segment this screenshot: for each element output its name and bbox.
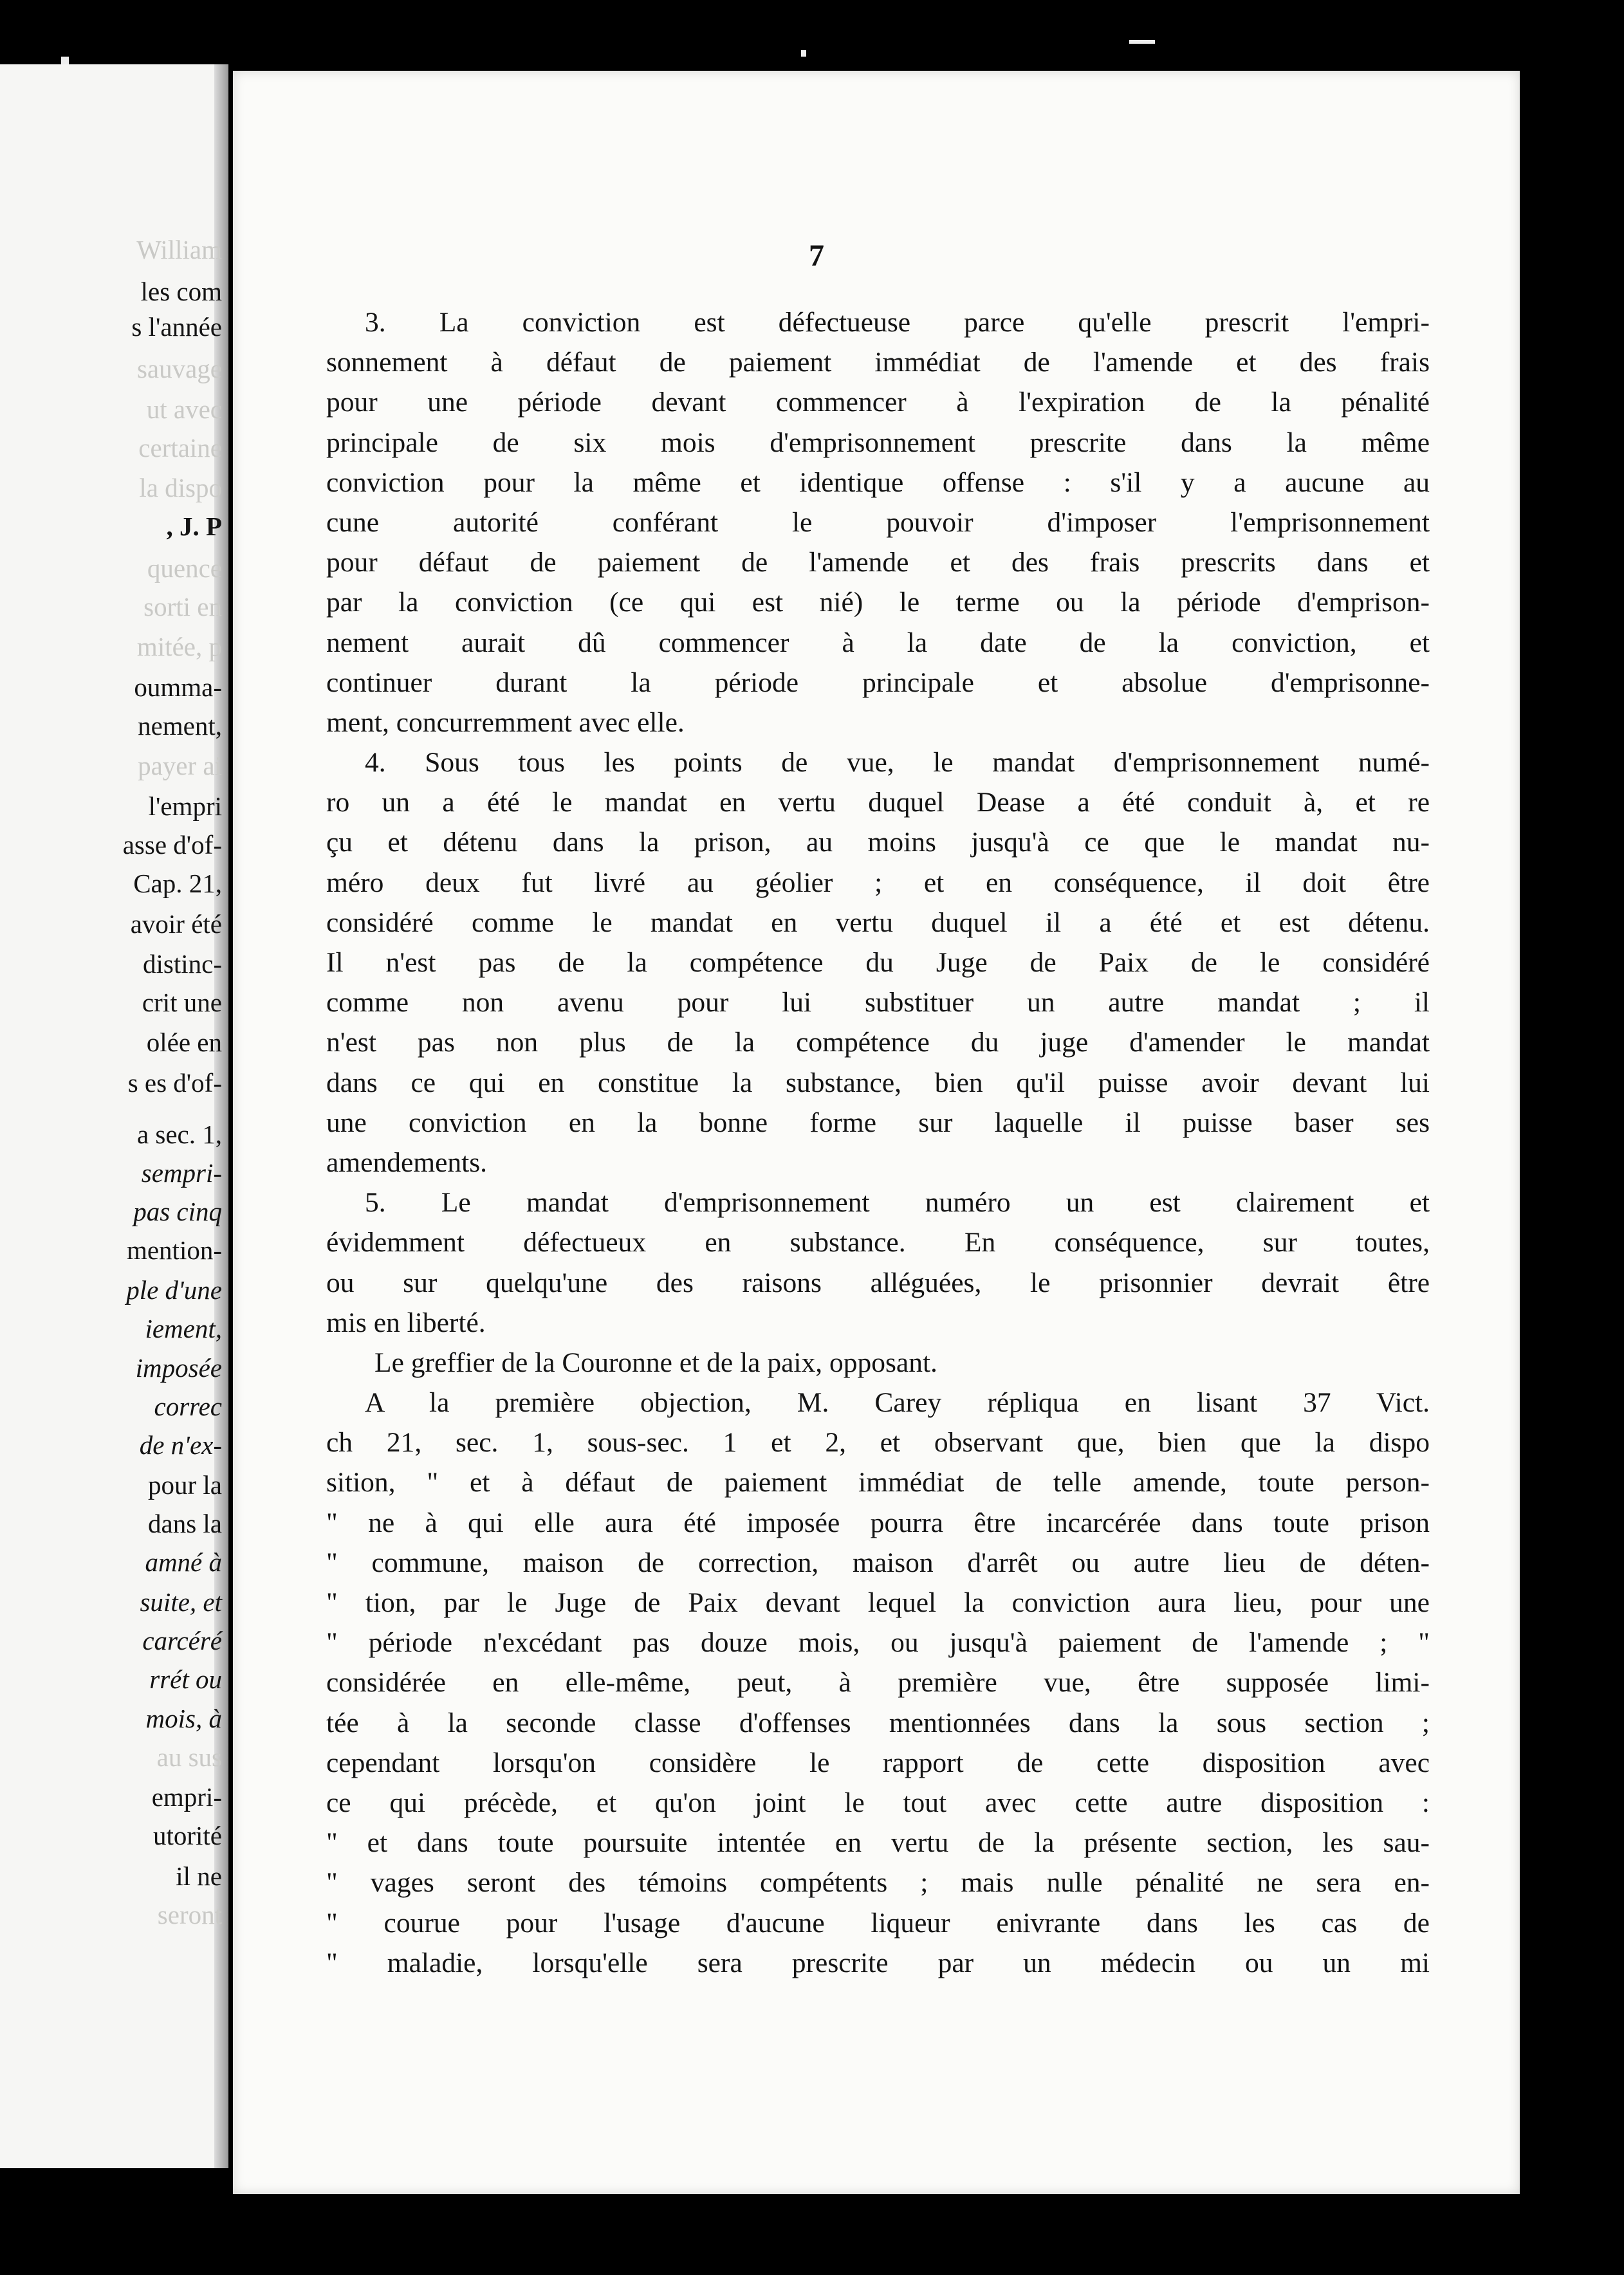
left-page-text-fragment: s es d'of- [127, 1068, 222, 1098]
left-page-text-fragment: de n'ex- [139, 1430, 222, 1460]
text-line: ou sur quelqu'une des raisons alléguées, le prisonnier devrait être [326, 1267, 1430, 1298]
text-line: pour une période devant commencer à l'expiration de la pénalité [326, 387, 1430, 418]
text-line: principale de six mois d'emprisonnement prescrite dans la même [326, 427, 1430, 458]
text-line: " courue pour l'usage d'aucune liqueur enivrante dans les cas de [326, 1907, 1430, 1939]
left-page-text-fragment: pour la [148, 1470, 222, 1500]
body-text [326, 302, 1430, 1983]
left-page-text-fragment: empri- [151, 1782, 222, 1812]
left-page-fragment [0, 64, 228, 2168]
left-page-text-fragment: utorité [152, 1821, 222, 1850]
left-page-text-fragment: sempri- [141, 1158, 222, 1188]
text-line: considérée en elle-même, peut, à première vue, être supposée limi- [326, 1667, 1430, 1699]
text-line: " commune, maison de correction, maison d'arrêt ou autre lieu de déten- [326, 1547, 1430, 1578]
text-line: évidemment défectueux en substance. En conséquence, sur toutes, [326, 1227, 1430, 1258]
scan-speck [61, 57, 69, 64]
left-page-text-fragment: sorti en [143, 592, 222, 622]
page-number: 7 [809, 239, 824, 273]
left-page-text-fragment: amné à [145, 1547, 222, 1577]
text-line: " vages seront des témoins compétents ; mais nulle pénalité ne sera en- [326, 1867, 1430, 1899]
left-page-text-fragment: rrét ou [149, 1664, 222, 1694]
left-page-text-fragment: payer ai [138, 751, 222, 780]
text-line: conviction pour la même et identique offense : s'il y a aucune au [326, 466, 1430, 498]
text-line: " ne à qui elle aura été imposée pourra être incarcérée dans toute prison [326, 1507, 1430, 1538]
left-page-text-fragment: seront [157, 1900, 222, 1930]
left-page-text-fragment: , J. P [166, 511, 222, 541]
left-page-text-fragment: pas cinq [133, 1197, 222, 1226]
left-page-text-fragment: avoir été [130, 909, 222, 939]
left-page-text-fragment: correc [154, 1392, 222, 1421]
left-page-text-fragment: au sus [156, 1742, 222, 1772]
text-line: " maladie, lorsqu'elle sera prescrite par un médecin ou un mi [326, 1947, 1430, 1978]
text-line: cependant lorsqu'on considère le rapport de cette disposition avec [326, 1747, 1430, 1778]
scan-speck [1129, 40, 1155, 44]
text-line: mis en liberté. [326, 1307, 486, 1338]
left-page-text-fragment: nement, [138, 711, 222, 741]
left-page-text-fragment: dans la [148, 1509, 222, 1538]
left-page-text-fragment: suite, et [140, 1587, 222, 1617]
text-line: sition, " et à défaut de paiement immédiat de telle amende, toute person- [326, 1467, 1430, 1498]
text-line: A la première objection, M. Carey répliqua en lisant 37 Vict. [365, 1387, 1430, 1419]
left-page-text-fragment: William [136, 235, 222, 264]
left-page-text-fragment: Cap. 21, [133, 869, 222, 898]
left-page-text-fragment: ut avec [146, 394, 222, 424]
left-page-text-fragment: oumma- [134, 672, 222, 702]
text-line: amendements. [326, 1147, 488, 1178]
left-page-text-fragment: la dispo [139, 473, 222, 502]
left-page-text-fragment: carcéré [142, 1626, 222, 1655]
scan-speck [801, 50, 806, 57]
left-page-text-fragment: asse d'of- [122, 830, 222, 860]
text-line: cune autorité conférant le pouvoir d'imposer l'emprisonnement [326, 506, 1430, 538]
left-page-text-fragment: imposée [135, 1353, 222, 1383]
text-line: 3. La conviction est défectueuse parce qu'elle prescrit l'empri- [365, 307, 1430, 338]
text-line: méro deux fut livré au géolier ; et en conséquence, il doit être [326, 867, 1430, 898]
text-line: comme non avenu pour lui substituer un autre mandat ; il [326, 987, 1430, 1018]
left-page-text-fragment: s l'année [131, 312, 222, 342]
text-line: considéré comme le mandat en vertu duquel il a été et est détenu. [326, 907, 1430, 938]
text-line: pour défaut de paiement de l'amende et des frais prescrits dans et [326, 547, 1430, 578]
text-line: nement aurait dû commencer à la date de la conviction, et [326, 627, 1430, 658]
left-page-text-fragment: mention- [126, 1235, 222, 1265]
left-page-text-fragment: olée en [146, 1027, 222, 1057]
text-line: çu et détenu dans la prison, au moins jusqu'à ce que le mandat nu- [326, 827, 1430, 858]
text-line: une conviction en la bonne forme sur laquelle il puisse baser ses [326, 1107, 1430, 1138]
left-page-text-fragment: crit une [142, 988, 222, 1017]
left-page-text-fragment: iement, [145, 1314, 222, 1343]
text-line: tée à la seconde classe d'offenses mentionnées dans la sous section ; [326, 1707, 1430, 1738]
left-page-text-fragment: ple d'une [126, 1275, 222, 1305]
text-line: 4. Sous tous les points de vue, le mandat d'emprisonnement numé- [365, 747, 1430, 778]
text-line: continuer durant la période principale et absolue d'emprisonne- [326, 667, 1430, 698]
text-line: sonnement à défaut de paiement immédiat de l'amende et des frais [326, 347, 1430, 378]
left-page-text-fragment: il ne [176, 1861, 222, 1891]
text-line: n'est pas non plus de la compétence du juge d'amender le mandat [326, 1027, 1430, 1058]
text-line: ch 21, sec. 1, sous-sec. 1 et 2, et observant que, bien que la dispo [326, 1427, 1430, 1459]
text-line: ro un a été le mandat en vertu duquel Dease a été conduit à, et re [326, 787, 1430, 818]
text-line: " tion, par le Juge de Paix devant lequel la conviction aura lieu, pour une [326, 1587, 1430, 1618]
text-line: Le greffier de la Couronne et de la paix, opposant. [374, 1347, 937, 1378]
left-page-text-fragment: certaine [138, 433, 222, 463]
text-line: par la conviction (ce qui est nié) le terme ou la période d'emprison- [326, 587, 1430, 618]
left-page-text-fragment: l'empri [148, 791, 222, 821]
left-page-text-fragment: quence [147, 553, 222, 583]
text-line: dans ce qui en constitue la substance, bien qu'il puisse avoir devant lui [326, 1067, 1430, 1098]
text-line: ce qui précède, et qu'on joint le tout avec cette autre disposition : [326, 1787, 1430, 1818]
document-page [233, 71, 1520, 2194]
left-page-text-fragment: mois, à [145, 1704, 222, 1733]
left-page-text-fragment: distinc- [143, 949, 222, 979]
text-line: " et dans toute poursuite intentée en vertu de la présente section, les sau- [326, 1827, 1430, 1859]
left-page-text-fragment: a sec. 1, [136, 1119, 222, 1149]
text-line: ment, concurremment avec elle. [326, 706, 685, 738]
left-page-text-fragment: les com [140, 277, 222, 306]
text-line: Il n'est pas de la compétence du Juge de Paix de le considéré [326, 947, 1430, 978]
left-page-text-fragment: mitée, p [136, 632, 222, 661]
text-line: " période n'excédant pas douze mois, ou jusqu'à paiement de l'amende ; " [326, 1627, 1430, 1659]
left-page-text-fragment: sauvage [136, 354, 222, 383]
text-line: 5. Le mandat d'emprisonnement numéro un est clairement et [365, 1187, 1430, 1219]
